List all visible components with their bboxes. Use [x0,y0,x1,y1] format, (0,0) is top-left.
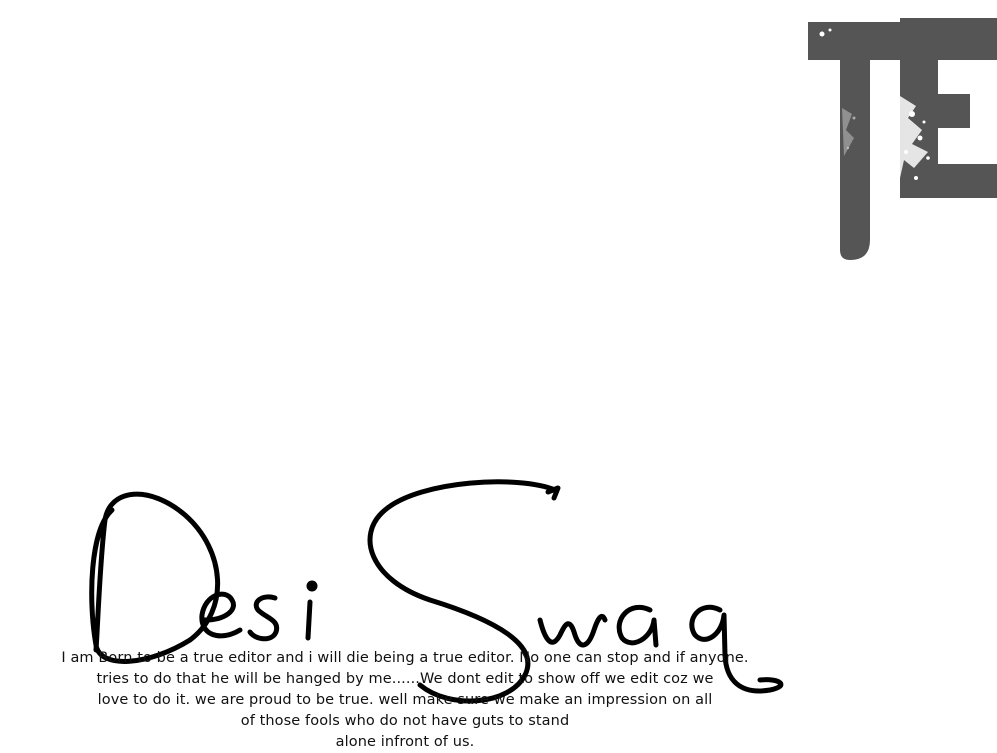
script-letter-i [308,602,310,638]
statement-line: I am Born to be a true editor and i will die being a true editor. No one can stop and if anyone. [61,650,749,666]
statement-line: alone infront of us. [335,734,475,750]
script-letter-w [540,616,605,645]
statement-line: of those fools who do not have guts to stand [240,713,570,729]
te-logo [808,18,997,263]
statement-line: tries to do that he will be hanged by me......We dont edit to show off we edit coz we [96,671,714,687]
script-letter-a [619,607,656,645]
statement-line: love to do it. we are proud to be true. well make sure we make an impression on all [97,692,713,708]
script-letter-e [202,594,240,636]
script-letter-s [250,597,277,639]
script-letter-d [92,494,218,661]
logo-letter-t [808,22,900,260]
editor-statement [20,648,790,753]
